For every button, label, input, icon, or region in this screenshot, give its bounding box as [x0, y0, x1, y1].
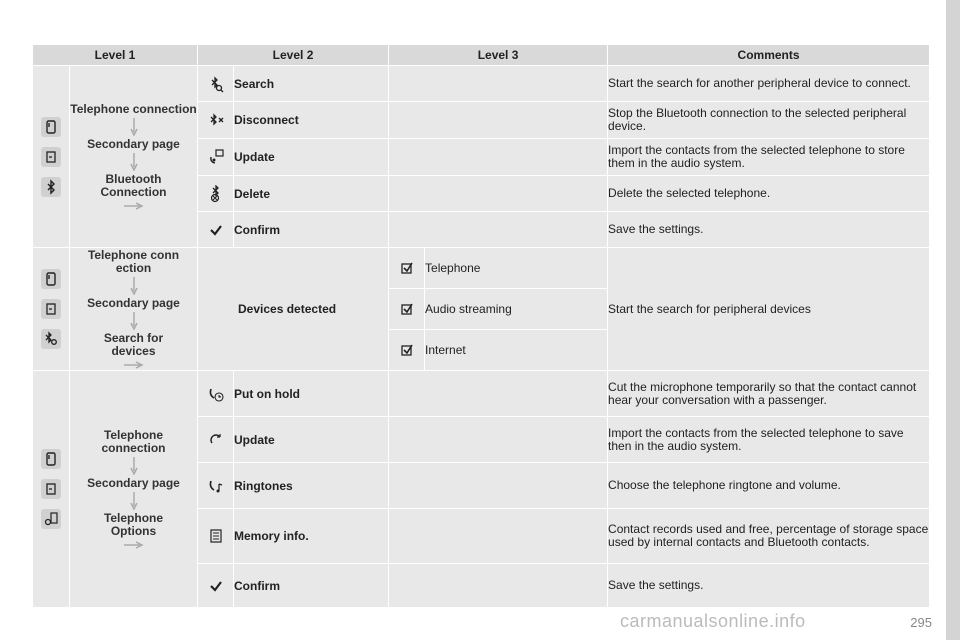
comment-text: Import the contacts from the selected telephone to store them in the audio system.	[608, 139, 930, 176]
comment-text: Stop the Bluetooth connection to the selected peripheral device.	[608, 102, 930, 139]
arrow-down-icon	[129, 312, 139, 330]
level2-label: Delete	[234, 176, 389, 212]
path-telephone-connection: Telephone connection	[101, 427, 166, 455]
level3-empty	[389, 66, 608, 102]
bluetooth-icon	[41, 177, 61, 197]
page-number: 295	[910, 615, 932, 630]
path-telephone-connection: Telephone conn ection	[87, 247, 180, 275]
arrow-right-icon	[124, 201, 144, 211]
table-row	[33, 248, 930, 289]
phone-icon	[41, 449, 61, 469]
ringtone-icon	[198, 463, 234, 509]
level2-label: Put on hold	[234, 371, 389, 417]
level1-path-cell	[70, 66, 198, 248]
level2-label: Search	[234, 66, 389, 102]
comment-text: Contact records used and free, percentage of storage space used by internal contacts and Bluetooth contacts.	[608, 509, 930, 564]
level3-empty	[389, 176, 608, 212]
path-search-for-devices: Search for devices	[103, 330, 164, 358]
bluetooth-disconnect-icon	[198, 102, 234, 139]
level1-path-cell	[70, 371, 198, 608]
level3-empty	[389, 417, 608, 463]
option-label: Telephone	[425, 248, 608, 289]
checkmark-icon	[198, 564, 234, 608]
header-row	[33, 45, 930, 66]
delete-bluetooth-icon	[198, 176, 234, 212]
page-icon	[41, 479, 61, 499]
arrow-right-icon	[124, 540, 144, 550]
header-level3: Level 3	[389, 45, 608, 66]
path-secondary-page: Secondary page	[87, 136, 180, 151]
page-icon	[41, 299, 61, 319]
page-icon	[41, 147, 61, 167]
arrow-down-icon	[129, 277, 139, 295]
level3-empty	[389, 102, 608, 139]
sync-icon	[198, 417, 234, 463]
level3-empty	[389, 509, 608, 564]
comment-text: Start the search for another peripheral device to connect.	[608, 66, 930, 102]
hold-call-icon	[198, 371, 234, 417]
watermark: carmanualsonline.info	[620, 611, 806, 631]
comment-text: Import the contacts from the selected telephone to save then in the audio system.	[608, 417, 930, 463]
arrow-down-icon	[129, 457, 139, 475]
level3-empty	[389, 564, 608, 608]
comment-text: Start the search for peripheral devices	[608, 248, 930, 371]
option-label: Internet	[425, 330, 608, 371]
level3-empty	[389, 139, 608, 176]
header-level2: Level 2	[198, 45, 389, 66]
path-bluetooth-connection: Bluetooth Connection	[100, 171, 167, 199]
memory-icon	[198, 509, 234, 564]
level3-empty	[389, 212, 608, 248]
comment-text: Save the settings.	[608, 564, 930, 608]
table-row	[33, 371, 930, 417]
bluetooth-search-icon	[41, 329, 61, 349]
level2-label: Confirm	[234, 212, 389, 248]
level1-icons-cell	[33, 248, 70, 371]
level2-label: Disconnect	[234, 102, 389, 139]
phone-options-icon	[41, 509, 61, 529]
arrow-down-icon	[129, 153, 139, 171]
phone-icon	[41, 269, 61, 289]
path-secondary-page: Secondary page	[87, 475, 180, 490]
checkbox-icon	[389, 289, 425, 330]
checkbox-icon	[389, 330, 425, 371]
arrow-down-icon	[129, 118, 139, 136]
level1-icons-cell	[33, 371, 70, 608]
checkbox-icon	[389, 248, 425, 289]
comment-text: Choose the telephone ringtone and volume.	[608, 463, 930, 509]
path-telephone-connection: Telephone connection	[70, 101, 197, 116]
path-telephone-options: Telephone Options	[103, 510, 164, 538]
header-comments: Comments	[608, 45, 930, 66]
comment-text: Save the settings.	[608, 212, 930, 248]
level2-label: Update	[234, 139, 389, 176]
header-level1: Level 1	[33, 45, 198, 66]
comment-text: Cut the microphone temporarily so that the contact cannot hear your conversation with a passenger.	[608, 371, 930, 417]
arrow-down-icon	[129, 492, 139, 510]
level1-path-cell	[70, 248, 198, 371]
level1-icons-cell	[33, 66, 70, 248]
bluetooth-search-icon	[198, 66, 234, 102]
comment-text: Delete the selected telephone.	[608, 176, 930, 212]
devices-detected-label: Devices detected	[198, 248, 389, 371]
level3-empty	[389, 463, 608, 509]
side-tab	[946, 0, 960, 640]
level3-empty	[389, 371, 608, 417]
menu-table	[32, 44, 930, 608]
level2-label: Confirm	[234, 564, 389, 608]
arrow-right-icon	[124, 360, 144, 370]
level2-label: Ringtones	[234, 463, 389, 509]
update-contacts-icon	[198, 139, 234, 176]
path-secondary-page: Secondary page	[87, 295, 180, 310]
table-row	[33, 66, 930, 102]
level2-label: Memory info.	[234, 509, 389, 564]
option-label: Audio streaming	[425, 289, 608, 330]
phone-icon	[41, 117, 61, 137]
level2-label: Update	[234, 417, 389, 463]
checkmark-icon	[198, 212, 234, 248]
